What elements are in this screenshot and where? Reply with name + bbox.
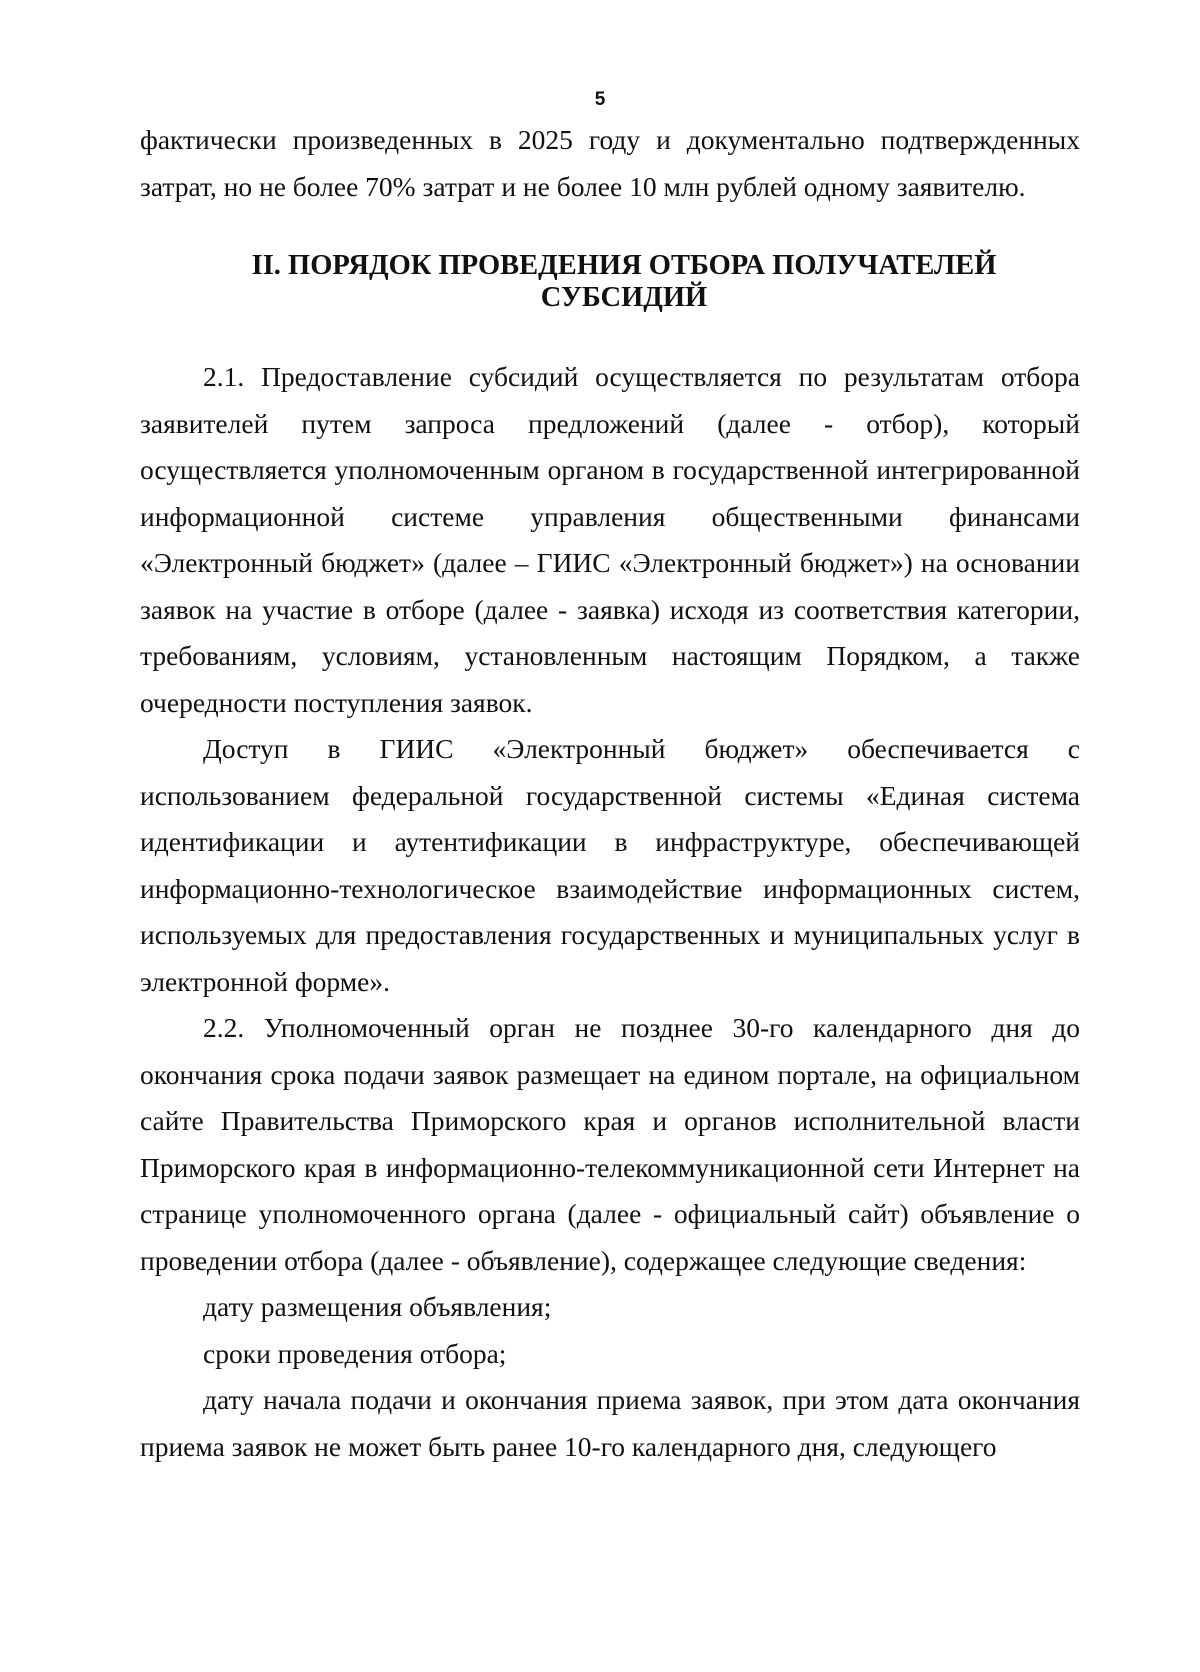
paragraph-2-2: 2.2. Уполномоченный орган не позднее 30-го календарного дня до окончания срока подачи заявок размещает на едином портале, на официальном сайте Правительства Приморского края и органов исполнительной власти Приморского края в информационно-телекоммуникационной сети Интернет на странице уполномоченного органа (далее - официальный сайт) объявление о проведении отбора (далее - объявление), содержащее следующие сведения: <box>140 1012 1080 1276</box>
paragraph-2-1: 2.1. Предоставление субсидий осуществляется по результатам отбора заявителей путем запроса предложений (далее - отбор), который осуществляется уполномоченным органом в государственной интегрированной информационной системе управления общественными финансами «Электронный бюджет» (далее – ГИИС «Электронный бюджет») на основании заявок на участие в отборе (далее - заявка) исходя из соответствия категории, требованиям, условиям, установленным настоящим Порядком, а также очередности поступления заявок. <box>140 361 1080 718</box>
section-heading-line-1: II. ПОРЯДОК ПРОВЕДЕНИЯ ОТБОРА ПОЛУЧАТЕЛЕЙ <box>251 250 997 281</box>
paragraph-access: Доступ в ГИИС «Электронный бюджет» обеспечивается с использованием федеральной государственной системы «Единая система идентификации и аутентификации в инфраструктуре, обеспечивающей информационно-технологическое взаимодействие информационных систем, используемых для предоставления государственных и муниципальных услуг в электронной форме». <box>140 733 1080 997</box>
list-item-publication-date: дату размещения объявления; <box>203 1291 552 1322</box>
intro-line-1: фактически произведенных в 2025 году и документально подтвержденных <box>140 124 1080 155</box>
section-heading <box>140 250 1080 314</box>
list-item-selection-period: сроки проведения отбора; <box>203 1337 507 1369</box>
document-body <box>140 117 1080 1470</box>
paragraph-application-dates: дату начала подачи и окончания приема заявок, при этом дата окончания приема заявок не может быть ранее 10-го календарного дня, следующего <box>140 1384 1080 1462</box>
section-heading-line-2: СУБСИДИЙ <box>540 282 708 313</box>
intro-line-2: затрат, но не более 70% затрат и не более 10 млн рублей одному заявителю. <box>140 170 1026 202</box>
page-number: 5 <box>594 89 606 110</box>
